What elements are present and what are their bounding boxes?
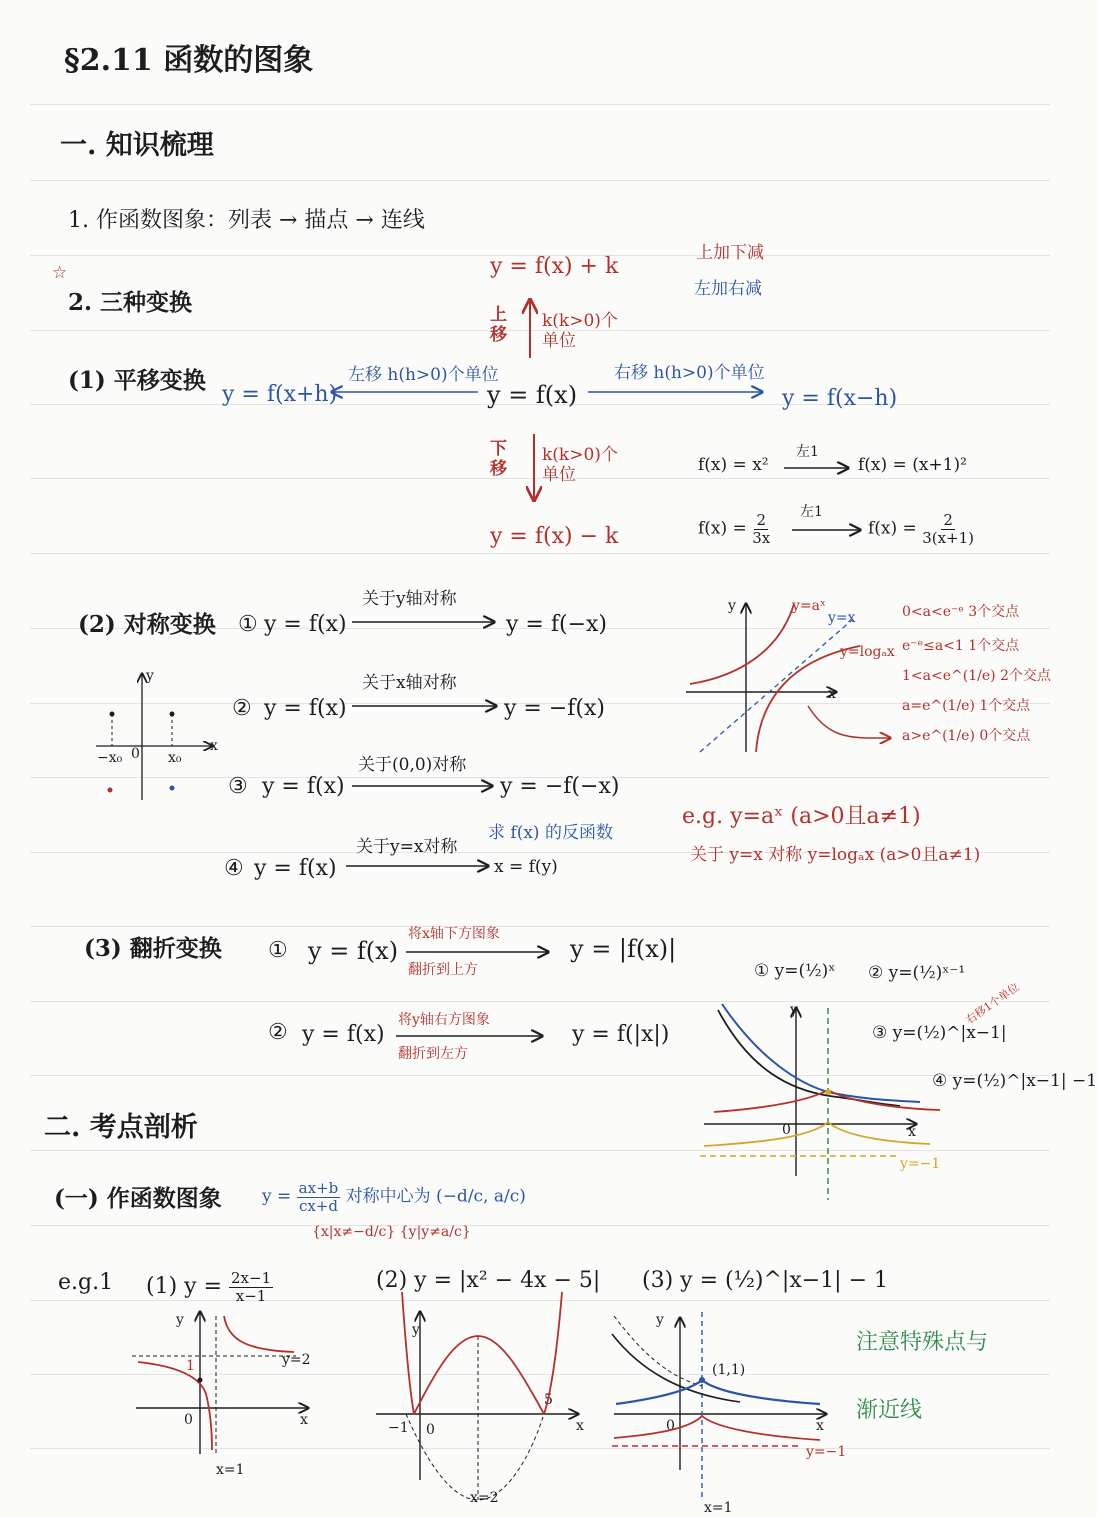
case-2: e⁻ᵉ≤a<1 1个交点 bbox=[902, 638, 1020, 654]
sym-row2-from: y = f(x) bbox=[264, 696, 347, 721]
eg-line2: 关于 y=x 对称 y=logₐx (a>0且a≠1) bbox=[690, 845, 981, 865]
graph-log-label: y=logₐx bbox=[840, 644, 895, 660]
sketch-pos-x0: x₀ bbox=[168, 750, 182, 766]
sym-row3-arrow-label: 关于(0,0)对称 bbox=[358, 755, 467, 775]
p3-x-label: x bbox=[816, 1418, 824, 1434]
fold-eq-3: ③ y=(½)^|x−1| bbox=[872, 1023, 1007, 1043]
p2-five: 5 bbox=[544, 1392, 553, 1408]
p3-xline: x=1 bbox=[704, 1500, 733, 1516]
fold-eq-2: ② y=(½)ˣ⁻¹ bbox=[868, 963, 966, 983]
up-unit-label: k(k>0)个单位 bbox=[542, 311, 618, 351]
fold-row1-arrow-top: 将x轴下方图象 bbox=[408, 926, 500, 942]
fold-graph-x: x bbox=[908, 1124, 916, 1140]
case-4: a=e^(1/e) 1个交点 bbox=[902, 698, 1031, 714]
center-formula-lhs: y = bbox=[262, 1186, 292, 1207]
example1-to: f(x) = (x+1)² bbox=[858, 455, 967, 475]
fold-graph bbox=[700, 1004, 940, 1200]
example1-from: f(x) = x² bbox=[698, 455, 769, 475]
p1-one: 1 bbox=[186, 1358, 195, 1374]
sym-row1-to: y = f(−x) bbox=[506, 612, 607, 637]
symmetry-label: (2) 对称变换 bbox=[78, 611, 216, 638]
fold-eq-1: ① y=(½)ˣ bbox=[754, 961, 836, 981]
p3-point: (1,1) bbox=[712, 1362, 746, 1378]
section2-sub1: (一) 作函数图象 bbox=[54, 1185, 222, 1212]
case-1: 0<a<e⁻ᵉ 3个交点 bbox=[902, 604, 1020, 620]
left-arrow-label: 左移 h(h>0)个单位 bbox=[348, 365, 499, 385]
fold-asymptote-label: y=−1 bbox=[900, 1156, 941, 1172]
p2-vertex: x=2 bbox=[470, 1490, 499, 1506]
sketch-neg-x0: −x₀ bbox=[97, 750, 123, 766]
p1-graph bbox=[132, 1312, 308, 1456]
fold-row1-num: ① bbox=[268, 938, 288, 963]
p3-asym: y=−1 bbox=[806, 1444, 847, 1460]
ex2-from-lhs: f(x) = bbox=[698, 518, 747, 539]
rule-updown: 上加下减 bbox=[696, 243, 764, 263]
sym-row2-to: y = −f(x) bbox=[504, 696, 605, 721]
sym-row3-from: y = f(x) bbox=[262, 774, 345, 799]
eg-label: e.g.1 bbox=[58, 1270, 114, 1295]
sketch-origin: 0 bbox=[131, 746, 140, 762]
graph-yx-label: y=x bbox=[828, 610, 856, 626]
fold-row2-from: y = f(x) bbox=[302, 1022, 385, 1047]
translation-bottom: y = f(x) − k bbox=[490, 524, 619, 549]
section2-heading: 二. 考点剖析 bbox=[44, 1112, 198, 1143]
sym-row1-arrow-label: 关于y轴对称 bbox=[362, 589, 457, 609]
translation-center: y = f(x) bbox=[487, 381, 578, 409]
ex2-to-lhs: f(x) = bbox=[868, 518, 917, 539]
ex2-to-num: 2 bbox=[943, 511, 953, 529]
p1-x-label: x bbox=[300, 1412, 308, 1428]
fold-row2-arrow-bottom: 翻折到左方 bbox=[398, 1046, 468, 1062]
sym-row2-arrow-label: 关于x轴对称 bbox=[362, 673, 457, 693]
fold-label: (3) 翻折变换 bbox=[84, 935, 222, 962]
rule-leftright: 左加右减 bbox=[694, 279, 762, 299]
sym-row1-num: ① bbox=[238, 612, 258, 637]
sym-row1-from: y = f(x) bbox=[264, 612, 347, 637]
p1-asym-x: x=1 bbox=[216, 1462, 245, 1478]
fold-arrows bbox=[396, 952, 548, 1036]
sym-row4-num: ④ bbox=[224, 856, 244, 881]
fold-row2-arrow-top: 将y轴右方图象 bbox=[398, 1012, 490, 1028]
p2-neg1: −1 bbox=[388, 1420, 409, 1436]
p1-den: x−1 bbox=[235, 1286, 267, 1305]
center-formula-den: cx+d bbox=[298, 1196, 338, 1215]
section1-heading: 一. 知识梳理 bbox=[60, 130, 214, 161]
symmetry-arrows bbox=[346, 622, 496, 866]
p1-label-lhs: (1) y = bbox=[146, 1274, 223, 1299]
point-symmetry-sketch bbox=[96, 674, 212, 800]
sketch-x-label: x bbox=[210, 738, 218, 754]
center-formula-num: ax+b bbox=[298, 1179, 339, 1197]
note-asymptote: 渐近线 bbox=[856, 1398, 923, 1423]
sketch-y-label: y bbox=[146, 668, 154, 684]
translation-arrows bbox=[332, 300, 860, 530]
sym-row4-arrow-label: 关于y=x对称 bbox=[356, 837, 458, 857]
p2-x-label: x bbox=[576, 1418, 584, 1434]
fold-row2-num: ② bbox=[268, 1020, 288, 1045]
translation-right: y = f(x−h) bbox=[782, 386, 898, 411]
eg-line1: e.g. y=aˣ (a>0且a≠1) bbox=[682, 804, 921, 829]
inverse-note: 求 f(x) 的反函数 bbox=[488, 823, 613, 843]
note-special-points: 注意特殊点与 bbox=[856, 1330, 989, 1355]
p3-origin: 0 bbox=[666, 1418, 675, 1434]
p1-y-label: y bbox=[176, 1312, 184, 1328]
sym-row4-to: x = f(y) bbox=[494, 857, 558, 877]
p2-label: (2) y = |x² − 4x − 5| bbox=[376, 1268, 601, 1293]
graph-x-label: x bbox=[828, 686, 836, 702]
exp-log-graph bbox=[686, 604, 890, 752]
p2-origin: 0 bbox=[426, 1422, 435, 1438]
sym-row2-num: ② bbox=[232, 696, 252, 721]
star-mark: ☆ bbox=[52, 263, 68, 283]
ex2-from-den: 3x bbox=[752, 528, 771, 547]
p3-graph bbox=[612, 1312, 826, 1500]
p2-y-label: y bbox=[412, 1322, 420, 1338]
case-5: a>e^(1/e) 0个交点 bbox=[902, 728, 1031, 744]
ex2-from-num: 2 bbox=[756, 511, 766, 529]
p1-num: 2x−1 bbox=[231, 1269, 272, 1287]
p2-graph bbox=[376, 1292, 578, 1500]
domain-range: {x|x≠−d/c} {y|y≠a/c} bbox=[312, 1224, 471, 1240]
translation-top: y = f(x) + k bbox=[490, 254, 619, 279]
down-move-label: 下移 bbox=[490, 439, 507, 479]
sym-row3-num: ③ bbox=[228, 774, 248, 799]
case-3: 1<a<e^(1/e) 2个交点 bbox=[902, 668, 1051, 684]
down-unit-label: k(k>0)个单位 bbox=[542, 445, 618, 485]
p3-y-label: y bbox=[656, 1312, 664, 1328]
p1-asym-y: y=2 bbox=[282, 1352, 311, 1368]
item2-text: 2. 三种变换 bbox=[68, 289, 193, 316]
right-arrow-label: 右移 h(h>0)个单位 bbox=[614, 363, 765, 383]
fold-row1-to: y = |f(x)| bbox=[570, 935, 677, 963]
sym-row3-to: y = −f(−x) bbox=[500, 774, 620, 799]
fold-row2-to: y = f(|x|) bbox=[572, 1022, 670, 1047]
fold-row1-from: y = f(x) bbox=[308, 937, 399, 965]
sym-row4-from: y = f(x) bbox=[254, 856, 337, 881]
p1-origin: 0 bbox=[184, 1412, 193, 1428]
fold-graph-y: y bbox=[790, 1002, 798, 1018]
translation-label: (1) 平移变换 bbox=[68, 367, 206, 394]
up-move-label: 上移 bbox=[490, 305, 507, 345]
graph-y-label: y bbox=[728, 598, 736, 614]
graph-ax-label: y=aˣ bbox=[792, 598, 826, 614]
item1-text: 1. 作函数图象：列表 → 描点 → 连线 bbox=[68, 208, 425, 233]
translation-left: y = f(x+h) bbox=[222, 382, 338, 407]
example1-arrow-label: 左1 bbox=[796, 444, 819, 460]
fold-eq-4: ④ y=(½)^|x−1| −1 bbox=[932, 1071, 1097, 1091]
right-shift-note: 右移1个单位 bbox=[963, 980, 1022, 1027]
center-formula-rest: 对称中心为 (−d/c, a/c) bbox=[345, 1186, 526, 1207]
example2-arrow-label: 左1 bbox=[800, 504, 823, 520]
ex2-to-den: 3(x+1) bbox=[922, 528, 975, 547]
p3-label: (3) y = (½)^|x−1| − 1 bbox=[642, 1268, 889, 1293]
fold-graph-origin: 0 bbox=[782, 1122, 791, 1138]
page-title: §2.11 函数的图象 bbox=[64, 43, 314, 78]
fold-row1-arrow-bottom: 翻折到上方 bbox=[408, 962, 478, 978]
